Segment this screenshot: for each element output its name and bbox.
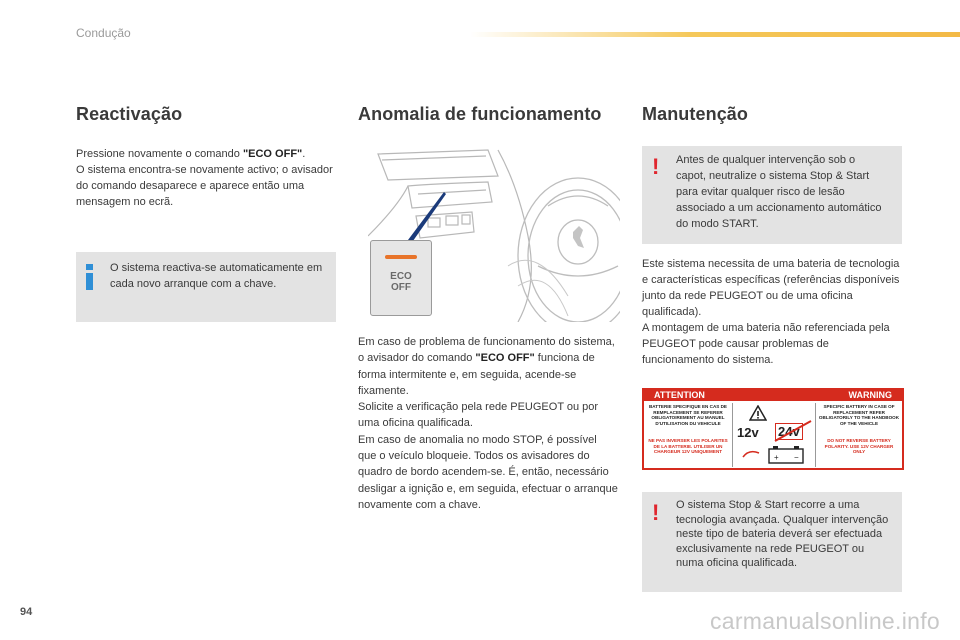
section-header: Condução	[76, 26, 131, 40]
title-anomalia: Anomalia de funcionamento	[358, 104, 602, 124]
anomalia-p3: Em caso de anomalia no modo STOP, é possível que o veículo bloqueie. Todos os avisadores do quadro de bordo acendem-se. É, então, necessário desligar a ignição e, em seguida, efectuar o arranque novamente com a chave.	[358, 433, 618, 511]
warning-box-1	[642, 146, 902, 244]
label-right-top: SPECIFIC BATTERY IN CASE OF REPLACEMENT REFER OBLIGATORILY TO THE HANDBOOK OF THE VEHICLE	[818, 404, 900, 426]
eco-off-label	[371, 271, 431, 293]
off-label: OFF	[391, 282, 411, 293]
info-box	[76, 252, 336, 322]
header-accent-bar	[470, 32, 960, 37]
warning-icon-2: !	[652, 500, 660, 525]
anomalia-text	[358, 334, 618, 513]
label-left-top: BATTERIE SPECIFIQUE EN CAS DE REMPLACEMENT SE REFERER OBLIGATOIREMENT AU MANUEL D'UTILISATION DU VEHICULE	[648, 404, 728, 426]
svg-text:−: −	[794, 453, 799, 462]
reactivacao-p1-post: .	[302, 148, 306, 160]
label-24v: 24v	[775, 423, 803, 440]
manutencao-p1: Este sistema necessita de uma bateria de tecnologia e características específicas (referências disponíveis junto da rede PEUGEOT ou de uma oficina qualificada).	[642, 258, 900, 318]
eco-off-indicator	[385, 255, 417, 259]
reactivacao-p2: O sistema encontra-se novamente activo; o avisador do comando desaparece e aparece então uma mensagem no ecrã.	[76, 164, 333, 208]
warning-box-2	[642, 492, 902, 592]
label-center	[732, 403, 816, 467]
title-reactivacao: Reactivação	[76, 104, 183, 124]
label-left-bottom: NE PAS INVERSER LES POLARITES DE LA BATTERIE. UTILISER UN CHARGEUR 12V UNIQUEMENT	[648, 438, 728, 455]
battery-label	[642, 388, 904, 470]
label-12v: 12v	[737, 425, 759, 440]
manutencao-p2: A montagem de uma bateria não referenciada pela PEUGEOT pode causar problemas de funcionamento do sistema.	[642, 322, 890, 366]
danger-triangle-icon	[749, 405, 767, 421]
anomalia-p2: Solicite a verificação pela rede PEUGEOT ou por uma oficina qualificada.	[358, 401, 599, 430]
info-icon	[86, 264, 94, 290]
watermark: carmanualsonline.info	[709, 608, 940, 634]
eco-off-ref: "ECO OFF"	[242, 148, 303, 160]
prohibition-cross-icon	[773, 419, 813, 443]
warning-text-1: Antes de qualquer intervenção sob o capot, neutralize o sistema Stop & Start para evitar qualquer risco de lesão associado a um accionamento automático do modo START.	[676, 154, 882, 230]
battery-charger-icon	[739, 441, 811, 465]
eco-off-ref-2: "ECO OFF"	[475, 352, 535, 365]
eco-off-button	[370, 240, 432, 316]
anomalia-p1-post: funciona de forma intermitente e, em seguida, acende-se fixamente.	[358, 352, 595, 397]
label-header-bar	[644, 390, 902, 401]
info-text: O sistema reactiva-se automaticamente em cada novo arranque com a chave.	[110, 262, 323, 290]
label-warning: WARNING	[848, 390, 892, 400]
warning-text-2: O sistema Stop & Start recorre a uma tecnologia avançada. Qualquer intervenção neste tipo de bateria deverá ser efectuada exclusivamente na rede PEUGEOT ou numa oficina qualificada.	[676, 499, 889, 570]
reactivacao-p1-pre: Pressione novamente o comando	[76, 148, 243, 160]
title-manutencao: Manutenção	[642, 104, 749, 124]
page-number: 94	[20, 606, 33, 618]
warning-icon: !	[652, 154, 660, 179]
eco-label: ECO	[390, 271, 412, 282]
anomalia-p1-pre: Em caso de problema de funcionamento do sistema, o avisador do comando	[358, 336, 615, 365]
label-attention: ATTENTION	[654, 390, 705, 400]
reactivacao-text	[76, 146, 346, 210]
svg-text:+: +	[774, 453, 779, 462]
label-right-bottom: DO NOT REVERSE BATTERY POLARITY. USE 12V CHARGER ONLY	[824, 438, 894, 455]
manutencao-text	[642, 256, 904, 368]
